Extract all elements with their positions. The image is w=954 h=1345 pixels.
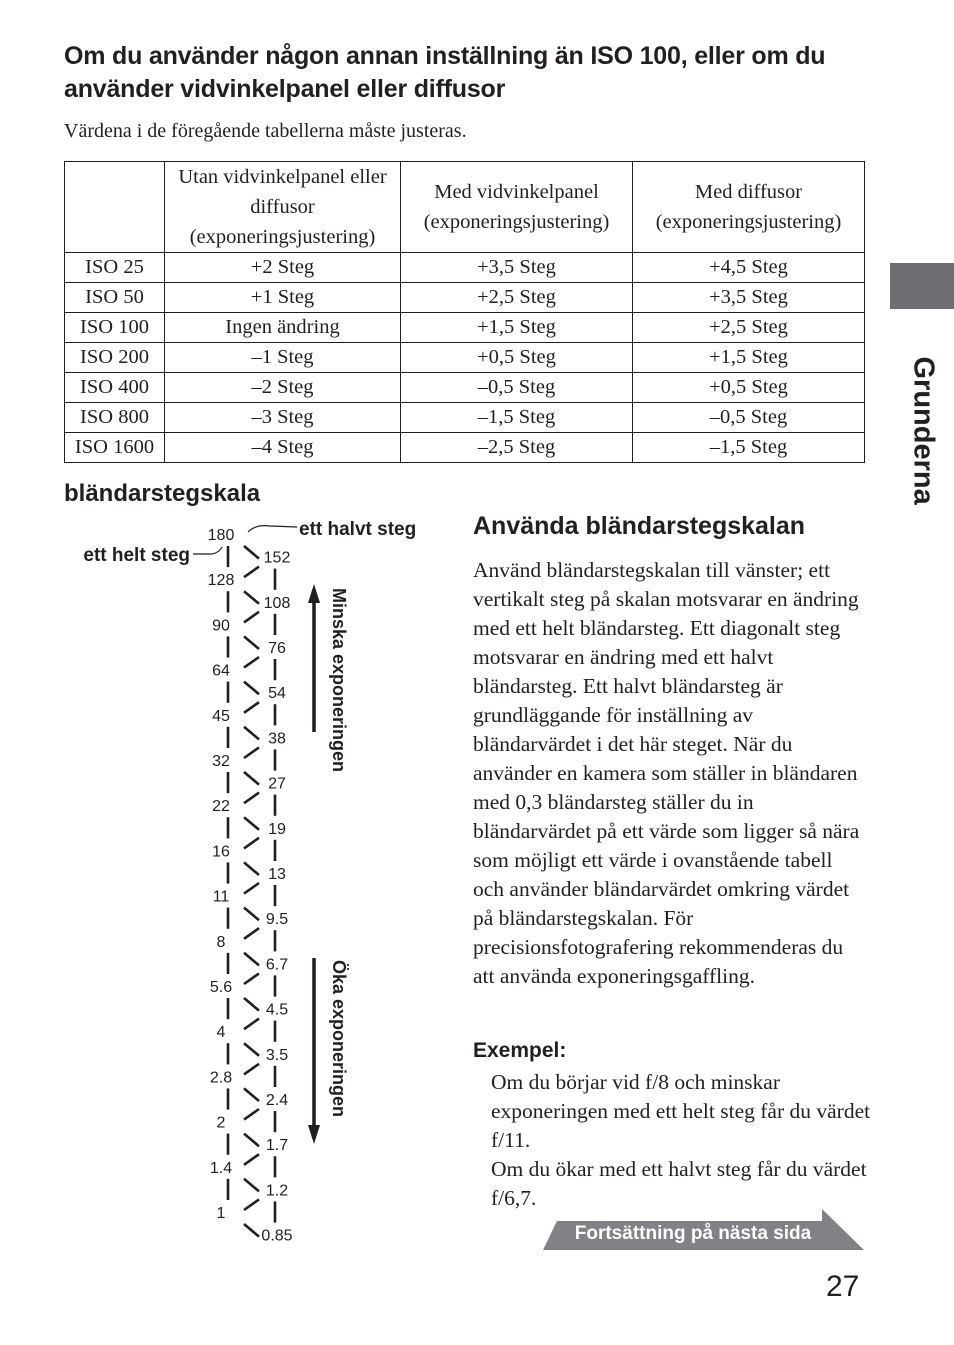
- iso-cell: ISO 200: [65, 343, 165, 373]
- iso-cell: ISO 50: [65, 283, 165, 313]
- scale-diagonal-step: [244, 1224, 259, 1237]
- table-row: [65, 283, 865, 313]
- adjustment-cell: +2,5 Steg: [401, 283, 633, 313]
- scale-diagonal-step: [244, 908, 259, 921]
- scale-diagonal-step: [244, 567, 259, 578]
- adjustment-cell: +1,5 Steg: [401, 313, 633, 343]
- table-row: [65, 313, 865, 343]
- iso-cell: ISO 400: [65, 373, 165, 403]
- aperture-scale: [60, 510, 450, 1250]
- scale-diagonal-step: [244, 862, 259, 875]
- scale-diagonal-step: [244, 612, 259, 623]
- adjustment-cell: +3,5 Steg: [401, 253, 633, 283]
- adjustment-cell: –0,5 Steg: [633, 403, 865, 433]
- scale-half-step-value: 3.5: [265, 1046, 289, 1064]
- scale-diagonal-step: [244, 953, 259, 966]
- scale-half-step-value: 19: [268, 820, 286, 838]
- increase-exposure-label: Öka exponeringen: [329, 960, 349, 1118]
- continue-label: Fortsättning på nästa sida: [574, 1223, 812, 1244]
- iso-cell: ISO 25: [65, 253, 165, 283]
- scale-half-step-value: 54: [268, 685, 286, 703]
- adjustment-cell: –2,5 Steg: [401, 433, 633, 463]
- adjustment-cell: –2 Steg: [165, 373, 401, 403]
- full-step-label: ett helt steg: [83, 545, 190, 566]
- scale-diagonal-step: [244, 772, 259, 785]
- scale-full-step-value: 8: [216, 933, 226, 951]
- page-number: 27: [826, 1270, 860, 1303]
- scale-full-step-value: 11: [212, 888, 230, 906]
- table-row: [65, 253, 865, 283]
- example-text: [491, 1068, 871, 1213]
- iso-adjustment-table: [64, 161, 865, 463]
- scale-half-step-value: 1.2: [265, 1182, 289, 1200]
- scale-diagonal-step: [244, 1019, 259, 1030]
- usage-body-text: Använd bländarstegskalan till vänster; ett vertikalt steg på skalan motsvarar en ändring med ett helt bländarsteg. Ett diagonalt steg motsvarar en ändring med ett halvt bländarsteg. Ett halvt bländarsteg är grundläggande för inställning av bländarvärdet i det här steget. När du använder en kamera som ställer in bländaren med 0,3 bländarsteg ställer du in bländarvärdet på ett värde som ligger så nära som möjligt ett värde i ovanstående tabell och använder bländarvärdet omkring värdet på bländarstegskalan. För precisionsfotografering rekommenderas du att använda exponeringsgaffling.: [473, 558, 860, 988]
- scale-diagonal-step: [244, 1179, 259, 1192]
- header-cell-wide-panel: Med vidvinkelpanel (exponeringsjustering): [401, 162, 633, 253]
- scale-diagonal-step: [244, 817, 259, 830]
- scale-full-step-value: 64: [212, 662, 230, 680]
- adjustment-cell: –1 Steg: [165, 343, 401, 373]
- scale-diagonal-step: [244, 1199, 259, 1210]
- intro-text: Värdena i de föregående tabellerna måste justeras.: [64, 120, 467, 142]
- scale-diagonal-step: [244, 1154, 259, 1165]
- scale-half-step-value: 2.4: [265, 1092, 289, 1109]
- scale-diagonal-step: [244, 727, 259, 740]
- scale-diagonal-step: [244, 1109, 259, 1120]
- iso-cell: ISO 800: [65, 403, 165, 433]
- table-row: [65, 373, 865, 403]
- example-label: Exempel:: [473, 1039, 567, 1062]
- adjustment-cell: –3 Steg: [165, 403, 401, 433]
- scale-full-step-value: 90: [212, 617, 230, 635]
- half-step-label: ett halvt steg: [299, 519, 417, 540]
- scale-full-step-value: 2.8: [209, 1069, 233, 1087]
- header-cell-empty: [65, 162, 165, 253]
- iso-cell: ISO 1600: [65, 433, 165, 463]
- decrease-exposure-label: Minska exponeringen: [329, 588, 349, 773]
- scale-diagonal-step: [244, 973, 259, 984]
- scale-diagonal-step: [244, 702, 259, 713]
- usage-heading: Använda bländarstegskalan: [473, 512, 806, 540]
- scale-diagonal-step: [244, 883, 259, 894]
- scale-half-step-value: 0.85: [261, 1227, 293, 1245]
- scale-diagonal-step: [244, 1088, 259, 1101]
- scale-full-step-value: 1.4: [209, 1159, 233, 1177]
- adjustment-cell: Ingen ändring: [165, 313, 401, 343]
- scale-title: bländarstegskala: [64, 480, 261, 507]
- scale-diagonal-step: [244, 636, 259, 649]
- adjustment-cell: +0,5 Steg: [401, 343, 633, 373]
- scale-half-step-value: 9.5: [265, 911, 289, 929]
- scale-diagonal-step: [244, 793, 259, 804]
- scale-half-step-value: 27: [268, 775, 286, 793]
- adjustment-cell: +0,5 Steg: [633, 373, 865, 403]
- adjustment-cell: –1,5 Steg: [401, 403, 633, 433]
- scale-half-step-value: 108: [263, 594, 291, 612]
- section-heading: Om du använder någon annan inställning än ISO 100, eller om du använder vidvinkelpanel eller diffusor: [64, 42, 826, 103]
- scale-diagonal-step: [244, 1134, 259, 1147]
- adjustment-cell: –0,5 Steg: [401, 373, 633, 403]
- scale-diagonal-step: [244, 928, 259, 939]
- scale-diagonal-step: [244, 1043, 259, 1056]
- half-step-leader-line: [248, 526, 297, 532]
- adjustment-cell: +2 Steg: [165, 253, 401, 283]
- scale-half-step-value: 6.7: [265, 956, 289, 974]
- scale-full-step-value: 1: [216, 1205, 226, 1222]
- table-header-row: [65, 162, 865, 253]
- scale-diagonal-step: [244, 682, 259, 695]
- adjustment-cell: +2,5 Steg: [633, 313, 865, 343]
- scale-diagonal-step: [244, 591, 259, 604]
- example-paragraph-2: Om du ökar med ett halvt steg får du värdet f/6,7.: [491, 1157, 867, 1210]
- scale-half-step-value: 13: [268, 866, 286, 883]
- scale-diagonal-step: [244, 657, 259, 668]
- adjustment-cell: +4,5 Steg: [633, 253, 865, 283]
- table-row: [65, 343, 865, 373]
- scale-half-step-value: 1.7: [265, 1137, 289, 1155]
- scale-full-step-value: 22: [212, 798, 230, 816]
- iso-cell: ISO 100: [65, 313, 165, 343]
- adjustment-cell: +1,5 Steg: [633, 343, 865, 373]
- scale-full-step-value: 4: [216, 1024, 226, 1042]
- scale-half-step-value: 38: [268, 730, 286, 748]
- scale-half-step-value: 76: [268, 640, 286, 657]
- adjustment-cell: +3,5 Steg: [633, 283, 865, 313]
- side-section-label: Grunderna: [907, 356, 940, 505]
- scale-full-step-value: 32: [212, 753, 230, 770]
- scale-diagonal-step: [244, 747, 259, 758]
- header-cell-no-panel: Utan vidvinkelpanel eller diffusor (exponeringsjustering): [165, 162, 401, 253]
- scale-diagonal-step: [244, 1064, 259, 1075]
- header-cell-diffuser: Med diffusor (exponeringsjustering): [633, 162, 865, 253]
- scale-full-step-value: 2: [216, 1114, 226, 1132]
- scale-full-step-value: 45: [212, 707, 230, 725]
- table-row: [65, 403, 865, 433]
- scale-diagonal-step: [244, 838, 259, 849]
- section-tab-marker: [890, 263, 954, 309]
- scale-diagonal-step: [244, 998, 259, 1011]
- scale-half-step-value: 4.5: [265, 1001, 289, 1019]
- decrease-arrow-head: [308, 584, 320, 603]
- scale-full-step-value: 128: [207, 572, 235, 590]
- adjustment-cell: +1 Steg: [165, 283, 401, 313]
- scale-diagonal-step: [244, 546, 259, 559]
- continue-banner: [543, 1209, 864, 1250]
- increase-arrow-head: [308, 1125, 320, 1144]
- example-paragraph-1: Om du börjar vid f/8 och minskar exponeringen med ett helt steg får du värdet f/11.: [491, 1070, 871, 1152]
- scale-full-step-value: 16: [212, 843, 230, 861]
- scale-full-step-value: 5.6: [209, 979, 233, 996]
- adjustment-cell: –4 Steg: [165, 433, 401, 463]
- adjustment-cell: –1,5 Steg: [633, 433, 865, 463]
- full-step-leader-line: [193, 547, 222, 554]
- scale-half-step-value: 152: [263, 549, 291, 567]
- scale-full-step-value: 180: [207, 527, 235, 544]
- table-row: [65, 433, 865, 463]
